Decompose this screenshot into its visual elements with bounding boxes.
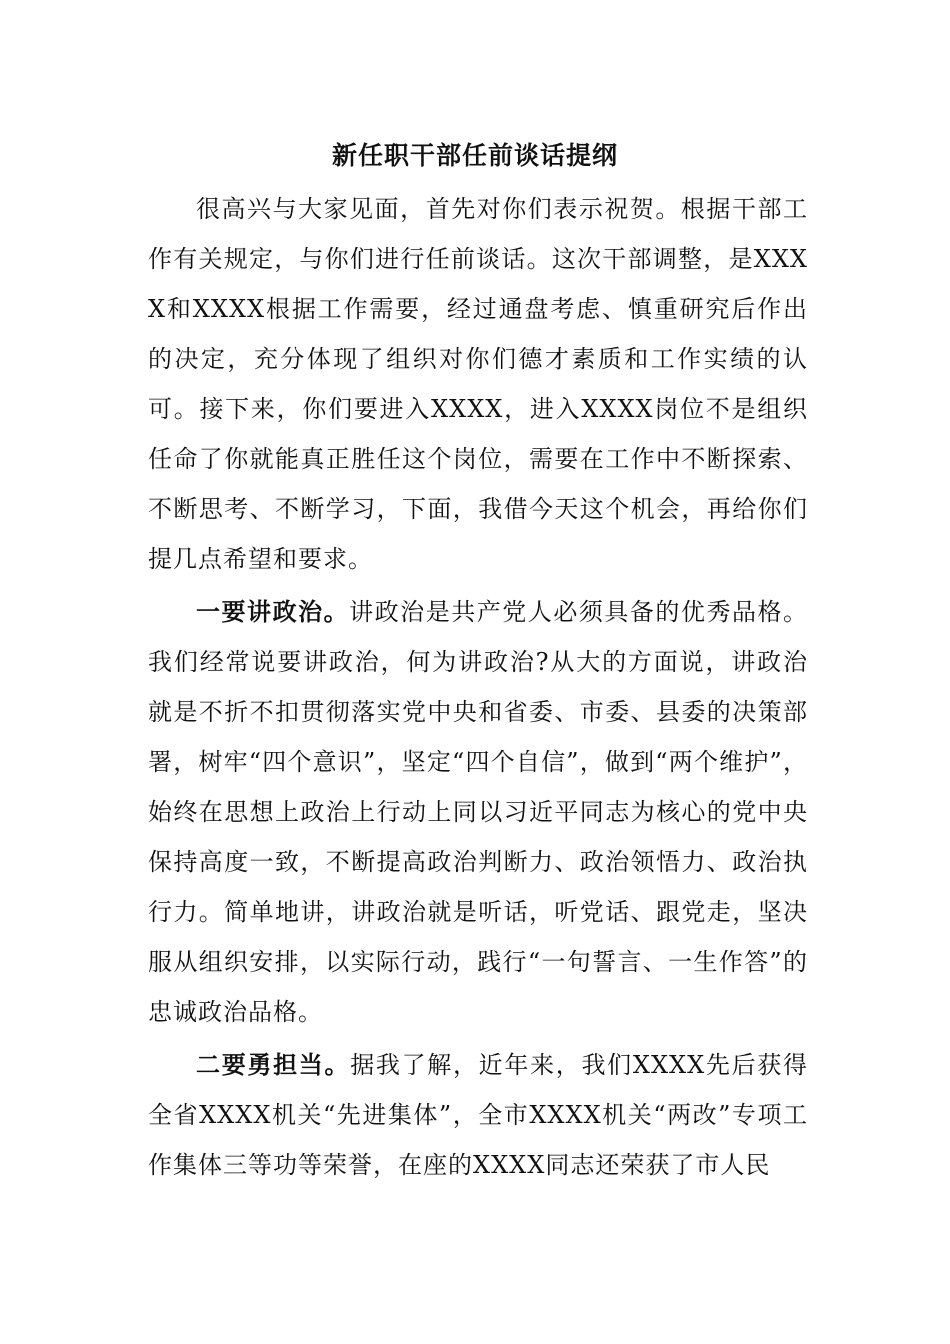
paragraph-intro-text: 很高兴与大家见面，首先对你们表示祝贺。根据干部工作有关规定，与你们进行任前谈话。这次干部调整，是XXXX和XXXX根据工作需要，经过通盘考虑、慎重研究后作出的决定，充分体现了组织对你们德才素质和工作实绩的认可。接下来，你们要进入XXXX，进入XXXX岗位不是组织任命了你就能真正胜任这个岗位，需要在工作中不断探索、不断思考、不断学习，下面，我借今天这个机会，再给你们提几点希望和要求。 xyxy=(148,195,808,573)
paragraph-responsibility-text: 据我了解，近年来，我们XXXX先后获得全省XXXX机关“先进集体”，全市XXXX机关“两改”专项工作集体三等功等荣誉，在座的XXXX同志还荣获了市人民 xyxy=(148,1051,808,1179)
paragraph-politics-heading: 一要讲政治。 xyxy=(196,597,350,626)
paragraph-intro xyxy=(148,184,808,584)
paragraph-responsibility-heading: 二要勇担当。 xyxy=(196,1050,351,1079)
document-body xyxy=(148,184,808,1190)
paragraph-responsibility xyxy=(148,1040,808,1190)
document-title: 新任职干部任前谈话提纲 xyxy=(331,141,618,170)
paragraph-politics-text: 讲政治是共产党人必须具备的优秀品格。我们经常说要讲政治，何为讲政治?从大的方面说，讲政治就是不折不扣贯彻落实党中央和省委、市委、县委的决策部署，树牢“四个意识”，坚定“四个自信”，做到“两个维护”，始终在思想上政治上行动上同以习近平同志为核心的党中央保持高度一致，不断提高政治判断力、政治领悟力、政治执行力。简单地讲，讲政治就是听话，听党话、跟党走，坚决服从组织安排，以实际行动，践行“一句誓言、一生作答”的忠诚政治品格。 xyxy=(148,598,809,1026)
paragraph-politics xyxy=(148,587,808,1037)
